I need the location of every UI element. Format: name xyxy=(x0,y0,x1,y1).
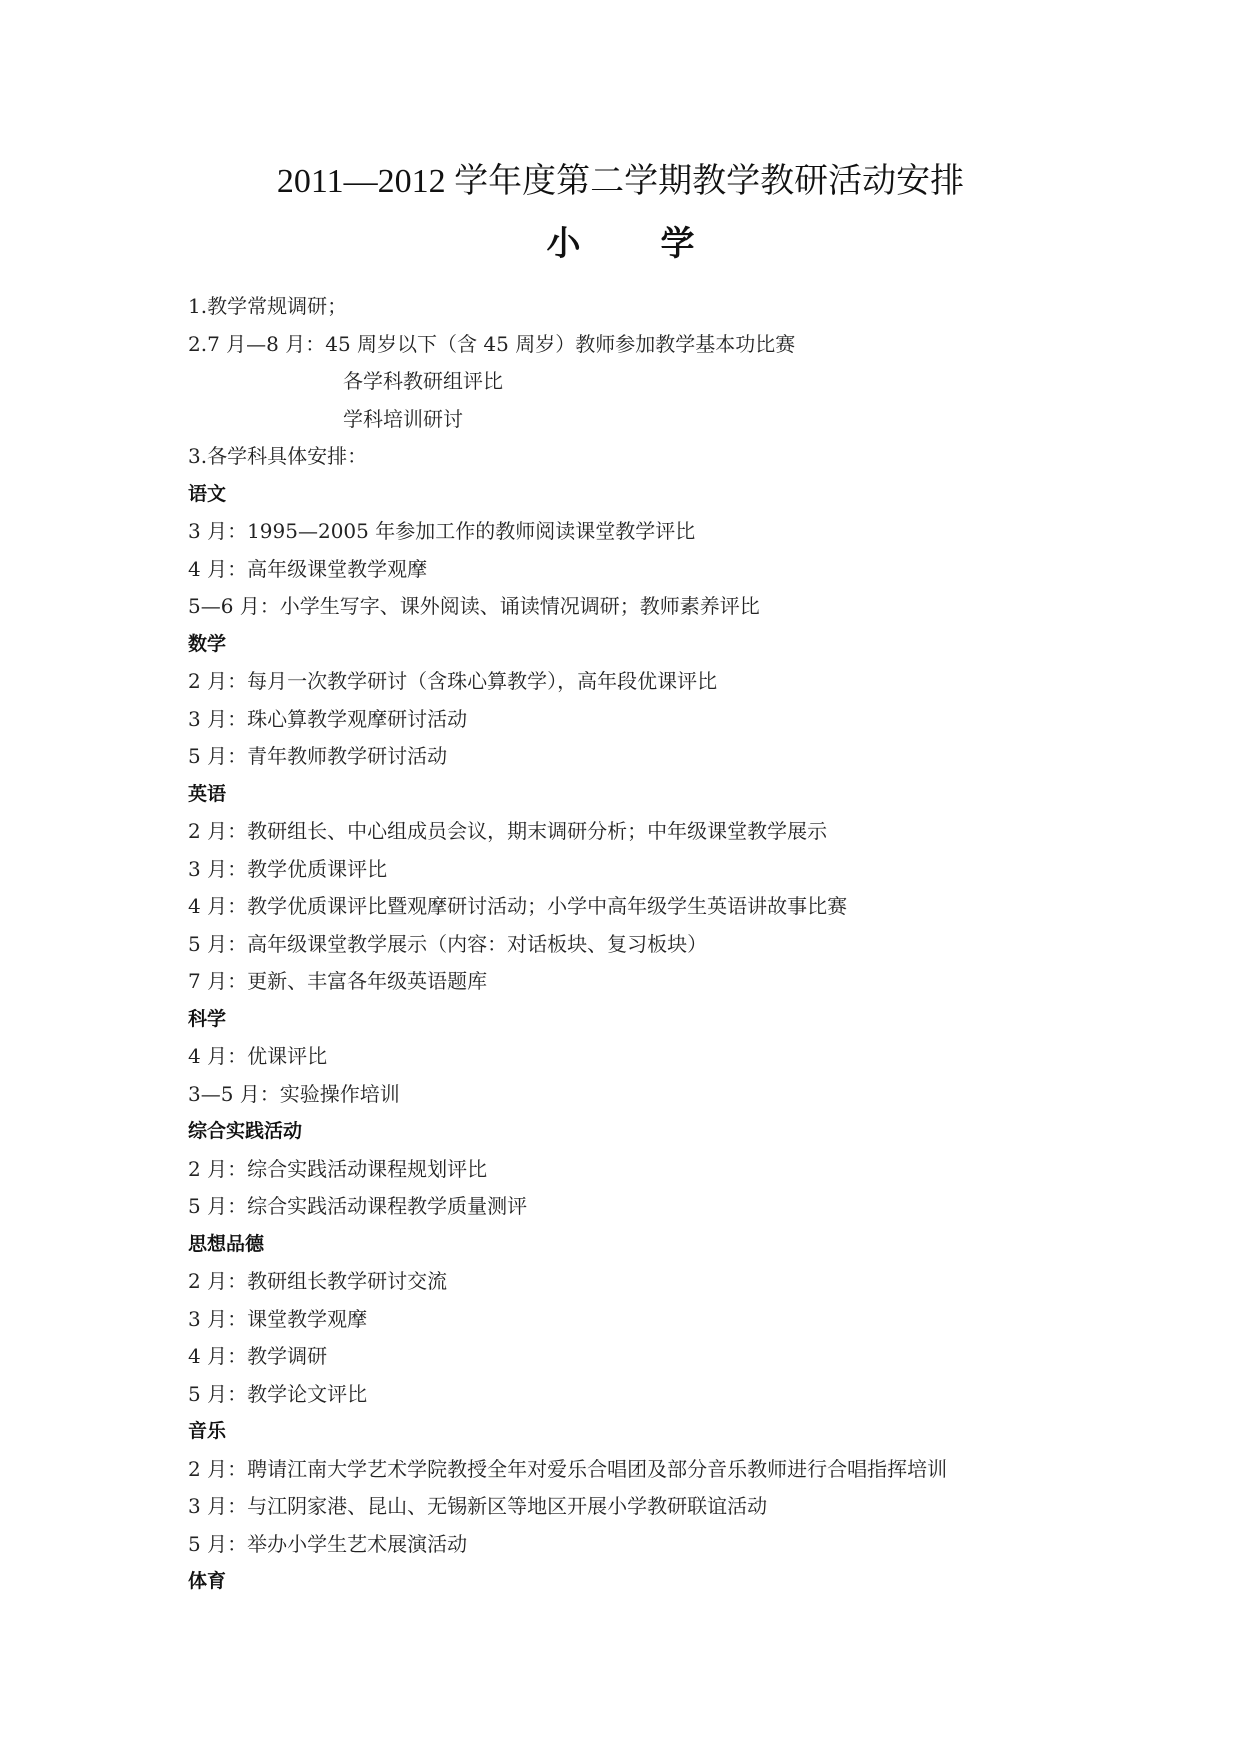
body-line: 2.7 月—8 月：45 周岁以下（含 45 周岁）教师参加教学基本功比赛 xyxy=(188,331,796,356)
body-line: 3 月：珠心算教学观摩研讨活动 xyxy=(188,706,468,731)
subtitle-char-left: 小 xyxy=(546,224,581,264)
section-heading: 思想品德 xyxy=(188,1232,265,1255)
subtitle-char-right: 学 xyxy=(660,224,695,264)
body-line: 2 月：聘请江南大学艺术学院教授全年对爱乐合唱团及部分音乐教师进行合唱指挥培训 xyxy=(188,1456,948,1481)
section-heading: 体育 xyxy=(188,1570,227,1592)
body-line: 3 月：与江阴家港、昆山、无锡新区等地区开展小学教研联谊活动 xyxy=(188,1494,768,1518)
body-line: 3 月：1995—2005 年参加工作的教师阅读课堂教学评比 xyxy=(188,519,696,543)
body-line: 4 月：教学调研 xyxy=(188,1344,328,1368)
body-line: 3 月：课堂教学观摩 xyxy=(188,1306,368,1331)
body-line: 4 月：优课评比 xyxy=(188,1044,328,1068)
body-line: 3—5 月：实验操作培训 xyxy=(188,1081,400,1106)
document-subtitle xyxy=(0,222,1241,266)
body-line: 各学科教研组评比 xyxy=(343,369,503,393)
body-line: 5 月：教学论文评比 xyxy=(188,1381,368,1406)
section-heading: 英语 xyxy=(188,782,227,805)
section-heading: 综合实践活动 xyxy=(188,1120,303,1142)
body-line: 4 月：高年级课堂教学观摩 xyxy=(188,556,428,581)
section-heading: 科学 xyxy=(188,1007,227,1030)
body-line: 5 月：青年教师教学研讨活动 xyxy=(188,744,448,768)
body-line: 4 月：教学优质课评比暨观摩研讨活动；小学中高年级学生英语讲故事比赛 xyxy=(188,894,848,918)
section-heading: 语文 xyxy=(188,482,227,505)
document-title: 2011—2012 学年度第二学期教学教研活动安排 xyxy=(276,163,965,200)
body-line: 3 月：教学优质课评比 xyxy=(188,856,388,881)
section-heading: 数学 xyxy=(188,632,227,655)
body-line: 5—6 月：小学生写字、课外阅读、诵读情况调研；教师素养评比 xyxy=(188,594,760,618)
document-body xyxy=(188,288,1088,1601)
body-line: 2 月：综合实践活动课程规划评比 xyxy=(188,1156,488,1181)
body-line: 7 月：更新、丰富各年级英语题库 xyxy=(188,969,488,993)
body-line: 2 月：每月一次教学研讨（含珠心算教学），高年段优课评比 xyxy=(188,669,718,693)
body-line: 2 月：教研组长教学研讨交流 xyxy=(188,1269,448,1293)
section-heading: 音乐 xyxy=(188,1420,227,1442)
body-line: 5 月：高年级课堂教学展示（内容：对话板块、复习板块） xyxy=(188,931,708,956)
body-line: 3.各学科具体安排： xyxy=(188,444,368,468)
body-line: 学科培训研讨 xyxy=(343,406,463,431)
body-line: 5 月：举办小学生艺术展演活动 xyxy=(188,1531,468,1556)
body-line: 2 月：教研组长、中心组成员会议，期末调研分析；中年级课堂教学展示 xyxy=(188,819,828,843)
body-line: 5 月：综合实践活动课程教学质量测评 xyxy=(188,1194,528,1218)
body-line: 1.教学常规调研； xyxy=(188,294,348,318)
